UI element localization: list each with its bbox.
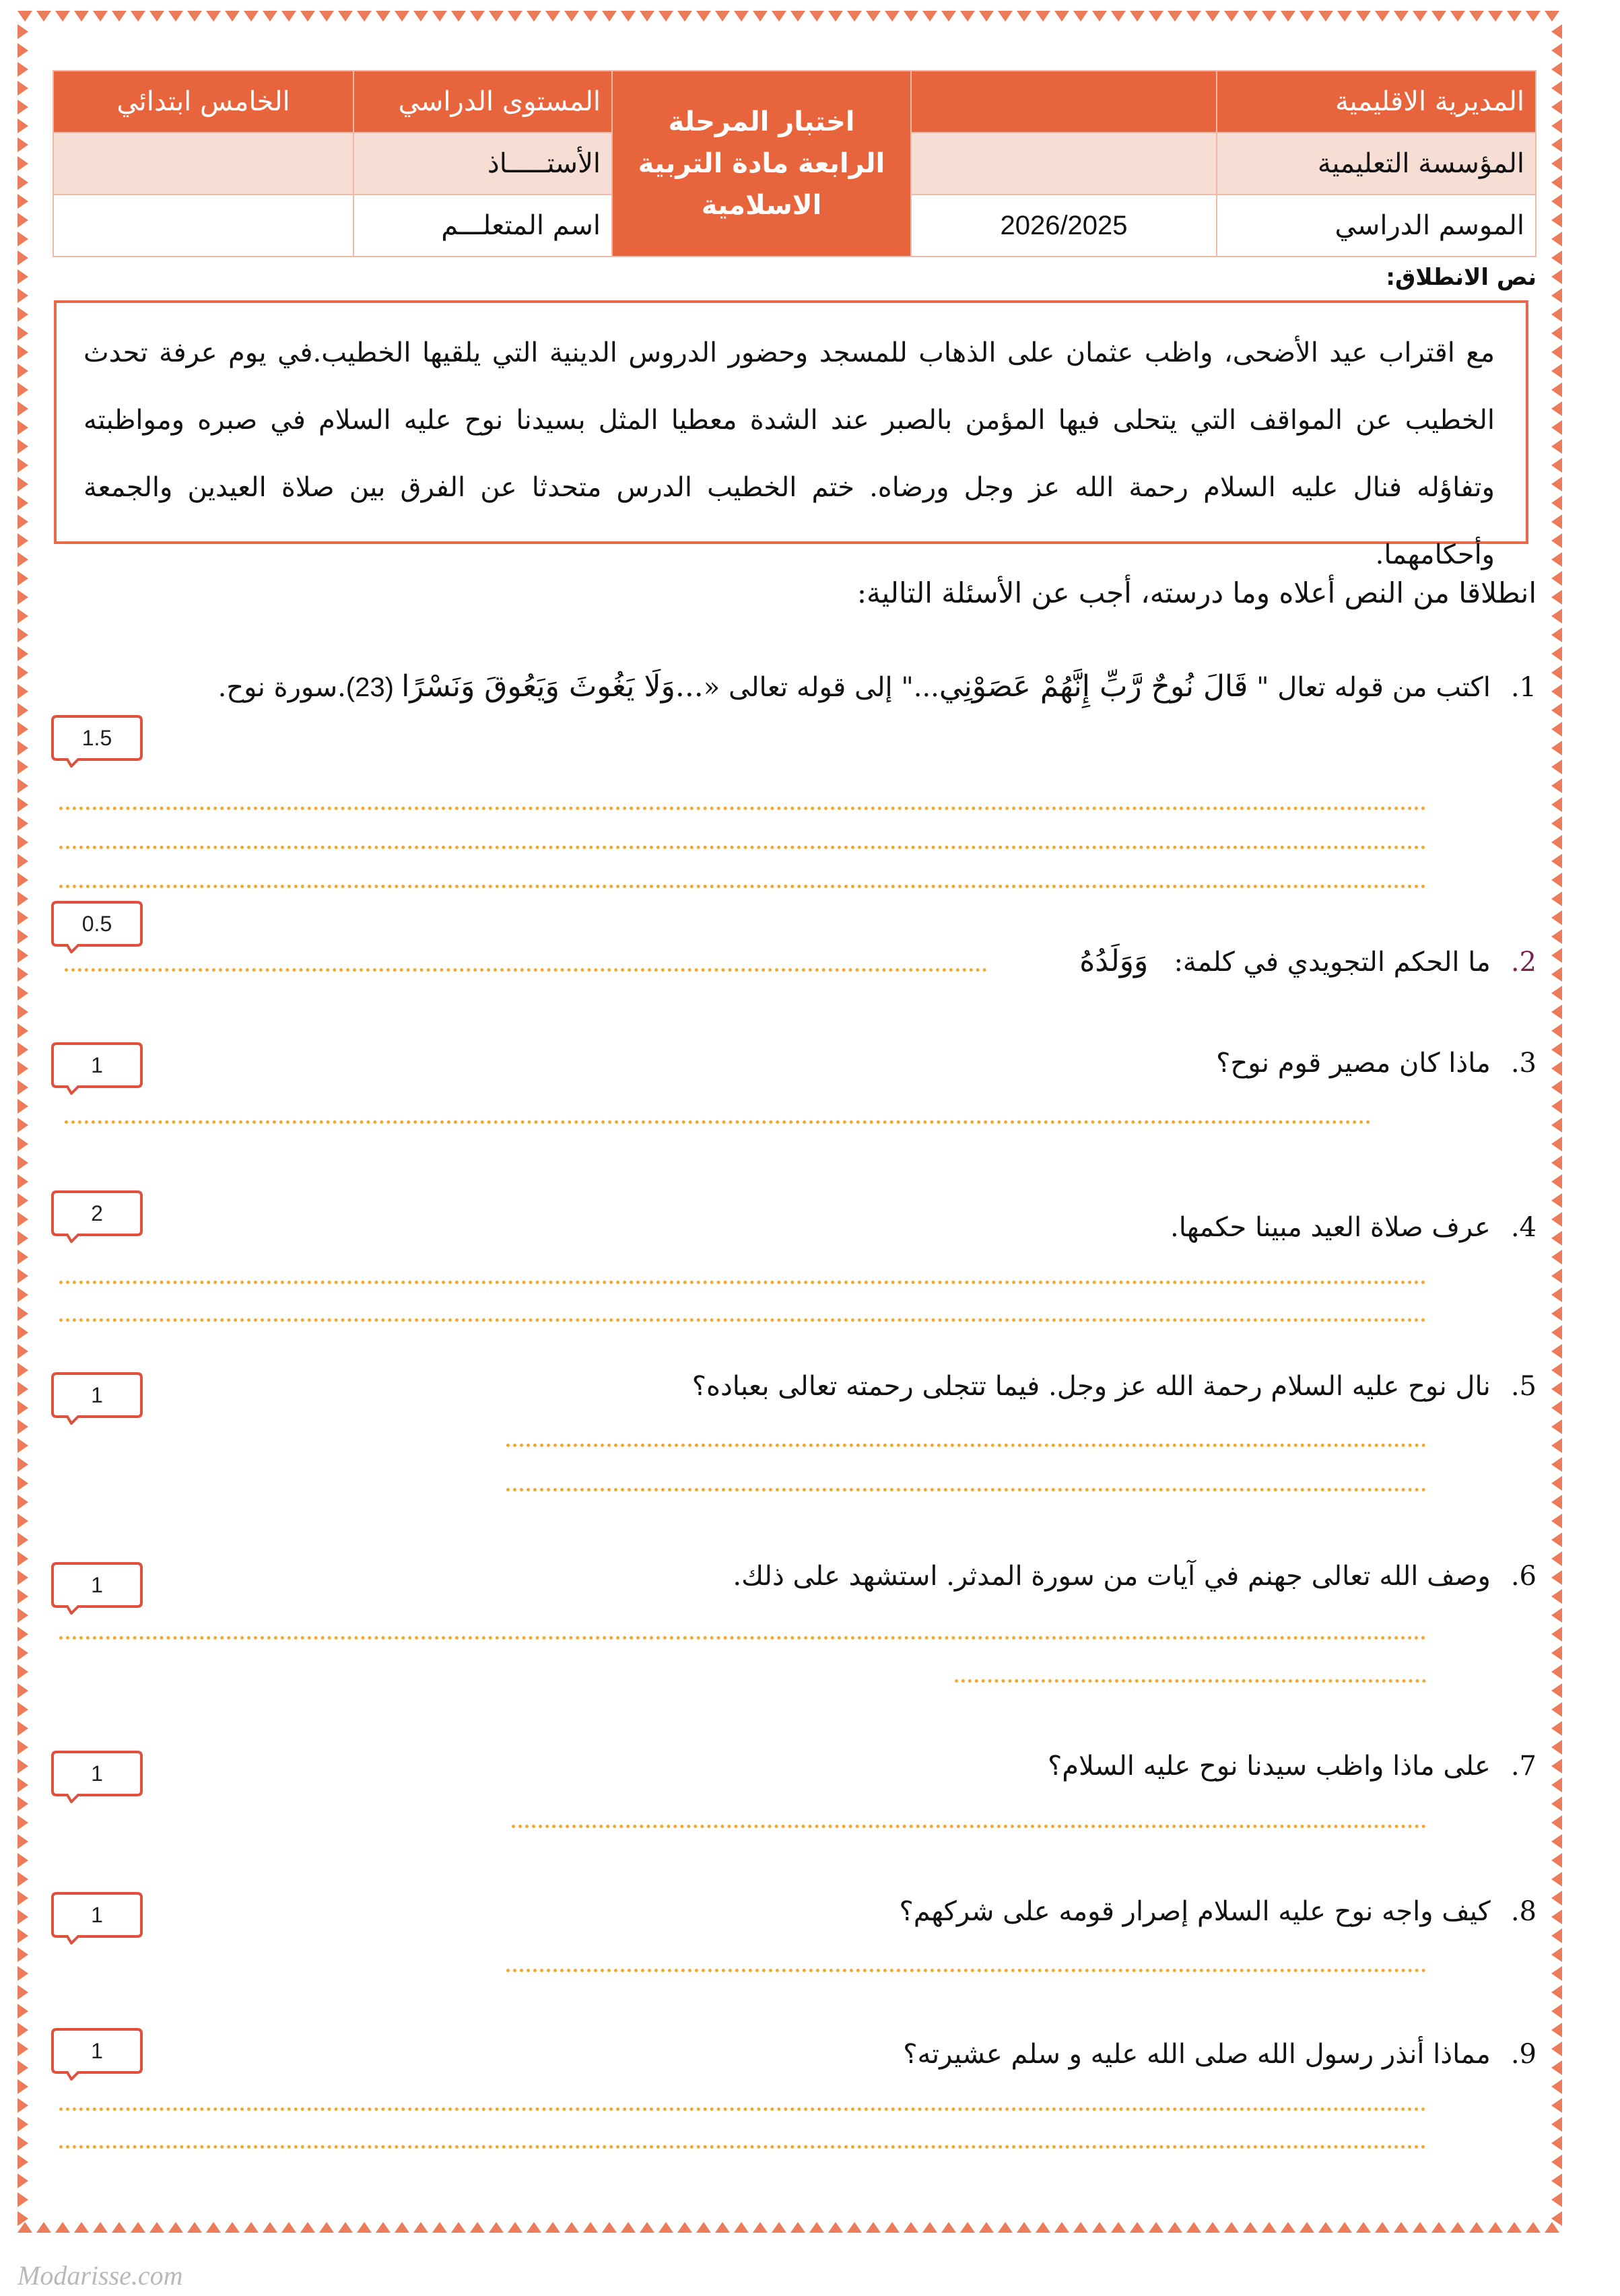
answer-line[interactable] [59,1318,1426,1322]
answer-line[interactable] [65,1120,1371,1124]
teacher-value[interactable] [53,133,353,195]
score-badge-5: 1 [51,1371,143,1425]
quran-verse-end: ...وَلَا يَغُوثَ وَيَعُوقَ وَنَسْرًا [401,669,704,704]
question-3: 3.ماذا كان مصير قوم نوح؟ [1216,1048,1537,1079]
score-badge-6: 1 [51,1561,143,1615]
question-5: 5.نال نوح عليه السلام رحمة الله عز وجل. فيما تتجلى رحمته تعالى بعباده؟ [691,1371,1537,1402]
exam-title: اختبار المرحلة الرابعة مادة التربية الاسلامية [612,71,911,257]
answer-line[interactable] [59,807,1426,810]
answer-line[interactable] [506,1488,1426,1491]
answer-line[interactable] [512,1825,1426,1828]
answer-line[interactable] [506,1969,1426,1972]
institution-label: المؤسسة التعليمية [1217,133,1536,195]
level-label: المستوى الدراسي [353,71,612,133]
score-badge-4: 2 [51,1189,143,1243]
answer-line[interactable] [59,1636,1426,1640]
level-value: الخامس ابتدائي [53,71,353,133]
tajweed-word: وَوَلَدُهُ [1079,944,1149,978]
score-badge-3: 1 [51,1041,143,1095]
institution-value[interactable] [911,133,1217,195]
teacher-label: الأستـــــاذ [353,133,612,195]
question-4: 4.عرف صلاة العيد مبينا حكمها. [1170,1212,1537,1243]
student-label: اسم المتعلـــم [353,195,612,257]
answer-line[interactable] [59,2145,1426,2149]
intro-text-box [54,300,1528,570]
answer-line[interactable] [955,1679,1426,1683]
question-2: 2.ما الحكم التجويدي في كلمة: وَوَلَدُهُ [1079,944,1537,978]
intro-title: نص الانطلاق: [1386,264,1537,291]
question-9: 9.مماذا أنذر رسول الله صلى الله عليه و سلم عشيرته؟ [903,2039,1537,2070]
season-label: الموسم الدراسي [1217,195,1536,257]
question-6: 6.وصف الله تعالى جهنم في آيات من سورة المدثر. استشهد على ذلك. [733,1561,1537,1592]
quran-verse-start: قَالَ نُوحٌ رَّبِّ إِنَّهُمْ عَصَوْنِي [939,669,1248,704]
question-1: 1.اكتب من قوله تعال " قَالَ نُوحٌ رَّبِّ إِنَّهُمْ عَصَوْنِي..." إلى قوله تعالى «...وَلَا يَغُوثَ وَيَعُوقَ وَنَسْرًا (23).سورة نوح. [217,669,1537,704]
score-badge-9: 1 [51,2027,143,2081]
score-badge-8: 1 [51,1891,143,1945]
score-badge-1: 1.5 [51,714,143,768]
answer-line[interactable] [506,1444,1426,1447]
student-value[interactable] [53,195,353,257]
intro-text: مع اقتراب عيد الأضحى، واظب عثمان على الذهاب للمسجد وحضور الدروس الدينية التي يلقيها الخطيب.في يوم عرفة تحدث الخطيب عن المواقف التي يتحلى فيها المؤمن بالصبر عند الشدة معطيا المثل بسيدنا نوح عليه السلام في صبره ومواظبته وتفاؤله فنال عليه السلام رحمة الله عز وجل ورضاه. ختم الخطيب الدرس متحدثا عن الفرق بين صلاة العيدين والجمعة وأحكامهما. [83,337,1495,570]
score-badge-7: 1 [51,1749,143,1803]
answer-line[interactable] [59,2107,1426,2111]
header-table [53,70,1537,257]
answer-line[interactable] [65,968,987,972]
verse-number: (23) [345,673,402,702]
question-7: 7.على ماذا واظب سيدنا نوح عليه السلام؟ [1048,1751,1537,1782]
answer-line[interactable] [59,846,1426,849]
watermark: Modarisse.com [18,2260,183,2291]
instructions: انطلاقا من النص أعلاه وما درسته، أجب عن الأسئلة التالية: [856,576,1537,609]
directorate-value[interactable] [911,71,1217,133]
directorate-label: المديرية الاقليمية [1217,71,1536,133]
answer-line[interactable] [59,1281,1426,1284]
season-value: 2026/2025 [911,195,1217,257]
answer-line[interactable] [59,885,1426,888]
score-badge-2: 0.5 [51,900,143,953]
question-8: 8.كيف واجه نوح عليه السلام إصرار قومه على شركهم؟ [899,1896,1537,1927]
